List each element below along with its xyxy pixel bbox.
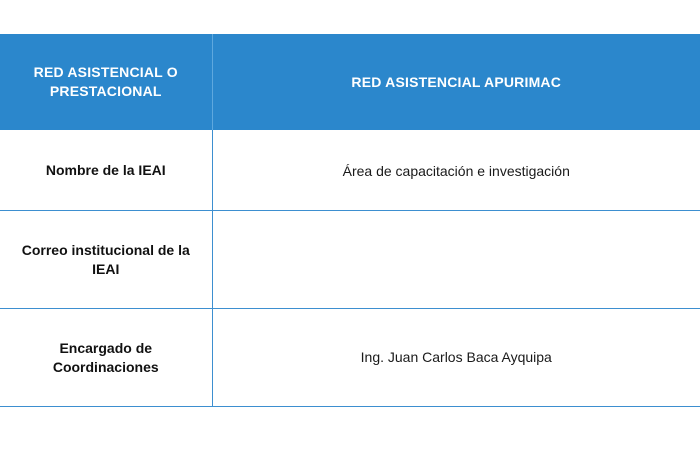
table-row xyxy=(0,309,700,407)
row-label-ieai-email: Correo institucional de la IEAI xyxy=(0,211,212,309)
row-value-ieai-name: Área de capacitación e investigación xyxy=(212,130,700,211)
header-value-cell: RED ASISTENCIAL APURIMAC xyxy=(212,34,700,130)
row-value-ieai-email xyxy=(212,211,700,309)
table-header-row xyxy=(0,34,700,130)
header-label-cell: RED ASISTENCIAL O PRESTACIONAL xyxy=(0,34,212,130)
info-table xyxy=(0,34,700,407)
row-label-ieai-name: Nombre de la IEAI xyxy=(0,130,212,211)
table-row xyxy=(0,211,700,309)
row-value-coordinator: Ing. Juan Carlos Baca Ayquipa xyxy=(212,309,700,407)
table-row xyxy=(0,130,700,211)
row-label-coordinator: Encargado de Coordinaciones xyxy=(0,309,212,407)
